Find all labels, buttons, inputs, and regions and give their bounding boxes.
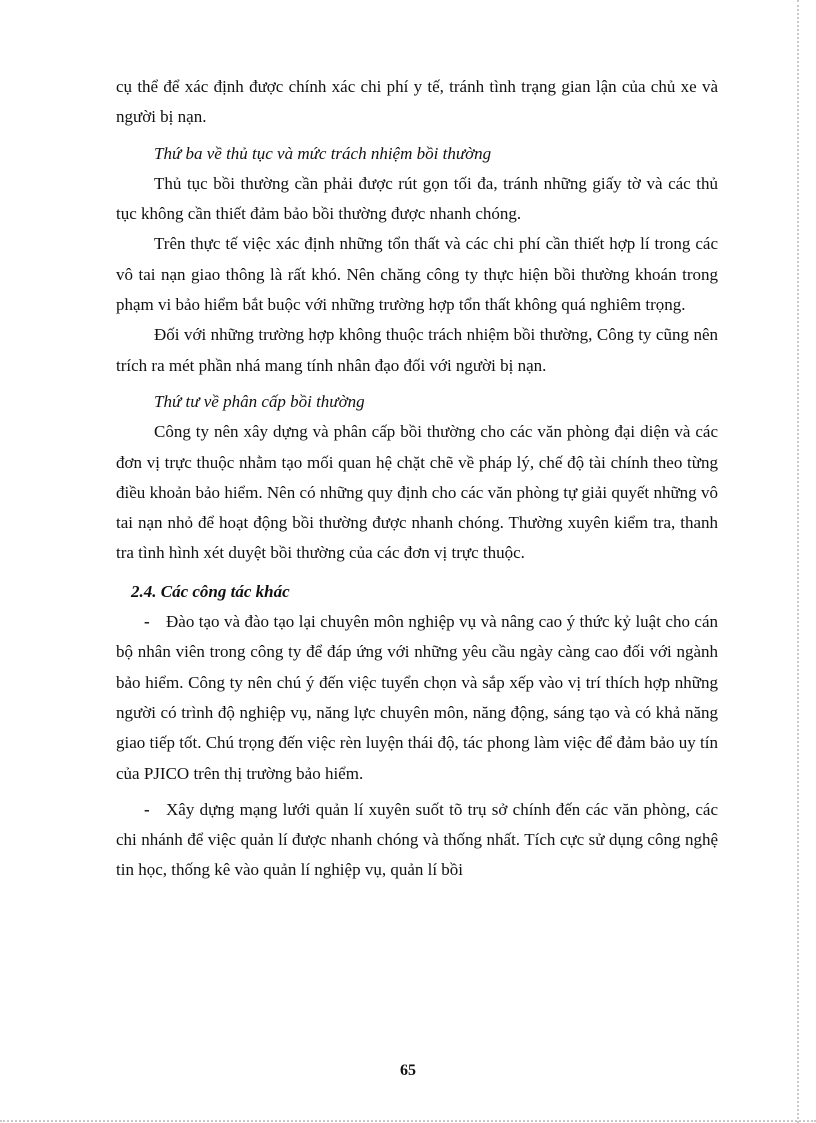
paragraph-decentralization: Công ty nên xây dựng và phân cấp bồi thường cho các văn phòng đại diện và các đơn vị trực thuộc nhằm tạo mối quan hệ chặt chẽ về pháp lý, chế độ tài chính theo từng điều khoản bảo hiểm. Nên có những quy định cho các văn phòng tự giải quyết những vô tai nạn nhỏ để hoạt động bồi thường được nhanh chóng. Thường xuyên kiểm tra, thanh tra tình hình xét duyệt bồi thường của các đơn vị trực thuộc.	[116, 422, 718, 563]
section-title: 2.4. Các công tác khác	[131, 581, 290, 601]
bullet-marker: -	[144, 612, 150, 632]
page-number: 65	[400, 1062, 416, 1079]
paragraph-procedure: Thủ tục bồi thường cần phải được rút gọn tối đa, tránh những giấy tờ và các thủ tục không cần thiết đảm bảo bồi thường được nhanh chóng.	[116, 173, 718, 224]
paragraph-continuation: cụ thể để xác định được chính xác chi phí y tế, tránh tình trạng gian lận của chủ xe và người bị nạn.	[116, 77, 718, 127]
paragraph-humanitarian: Đối với những trường hợp không thuộc trách nhiệm bồi thường, Công ty cũng nên trích ra mét phần nhá mang tính nhân đạo đối với người bị nạn.	[116, 325, 718, 375]
subheading-fourth: Thứ tư về phân cấp bồi thường	[154, 391, 365, 411]
subheading-third: Thứ ba về thủ tục và mức trách nhiệm bồi thường	[154, 143, 492, 163]
page-border-right	[797, 0, 799, 1123]
paragraph-losses: Trên thực tế việc xác định những tổn thất và các chi phí cần thiết hợp lí trong các vô tai nạn giao thông là rất khó. Nên chăng công ty thực hiện bồi thường khoán trong phạm vi bảo hiểm bắt buộc với những trường hợp tổn thất không quá nghiêm trọng.	[116, 234, 718, 315]
bullet-item-training	[116, 607, 718, 789]
bullet-text: Đào tạo và đào tạo lại chuyên môn nghiệp vụ và nâng cao ý thức kỷ luật cho cán bộ nhân viên trong công ty để đáp ứng với những yêu cầu ngày càng cao đối với ngành bảo hiểm. Công ty nên chú ý đến việc tuyển chọn và sắp xếp vào vị trí thích hợp những người có trình độ nghiệp vụ, năng lực chuyên môn, năng động, sáng tạo và có khả năng giao tiếp tốt. Chú trọng đến việc rèn luyện thái độ, tác phong làm việc để đảm bảo uy tín của PJICO trên thị trường bảo hiểm.	[116, 612, 718, 783]
document-body	[116, 72, 718, 886]
bullet-text: Xây dựng mạng lưới quản lí xuyên suốt tõ trụ sở chính đến các văn phòng, các chi nhánh để việc quản lí được nhanh chóng và thống nhất. Tích cực sử dụng công nghệ tin học, thống kê vào quản lí nghiệp vụ, quản lí bồi	[116, 799, 718, 880]
bullet-item-network	[116, 795, 718, 886]
page-border-bottom	[0, 1120, 816, 1122]
bullet-marker: -	[144, 799, 150, 819]
